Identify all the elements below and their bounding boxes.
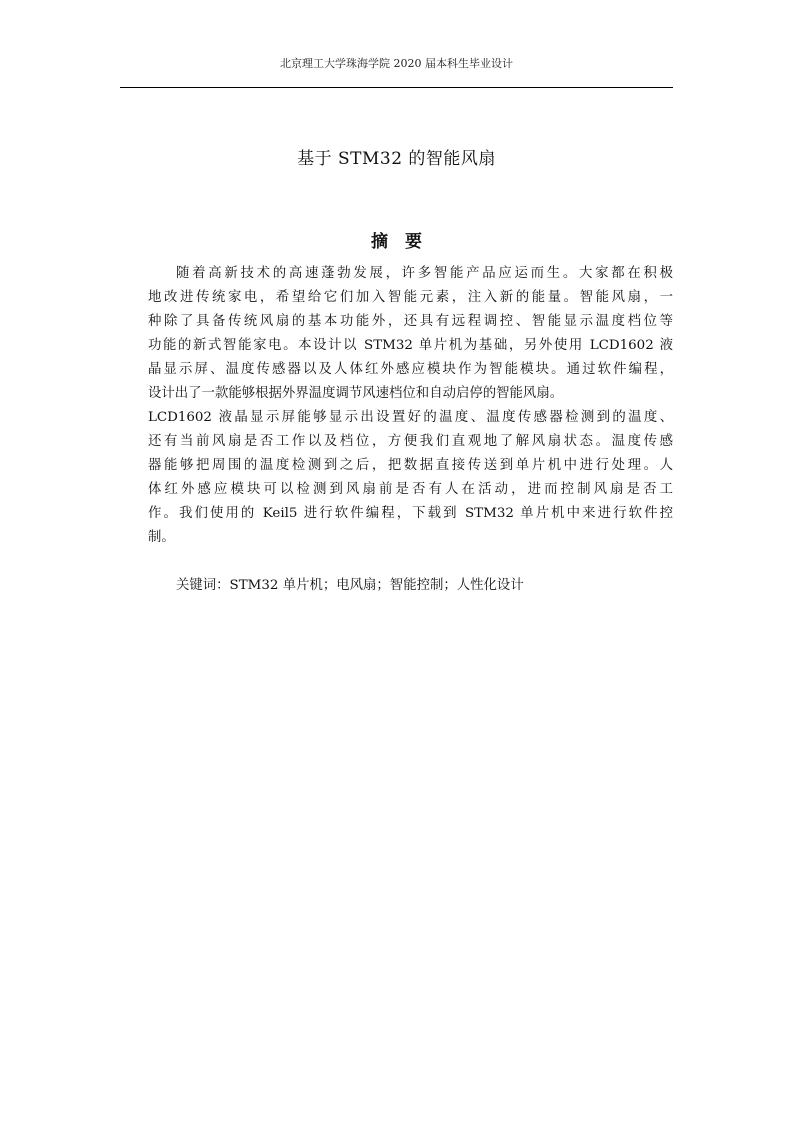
abstract-line: 体红外感应模块可以检测到风扇前是否有人在活动，进而控制风扇是否工: [148, 482, 673, 497]
abstract-line: 设计出了一款能够根据外界温度调节风速档位和自动启停的智能风扇。: [148, 386, 564, 401]
abstract-line: 功能的新式智能家电。本设计以 STM32 单片机为基础，另外使用 LCD1602 液: [148, 338, 673, 353]
abstract-line: 器能够把周围的温度检测到之后，把数据直接传送到单片机中进行处理。人: [148, 458, 673, 473]
document-title: 基于 STM32 的智能风扇: [297, 149, 496, 169]
abstract-line: 种除了具备传统风扇的基本功能外，还具有远程调控、智能显示温度档位等: [148, 314, 673, 329]
abstract-line: 地改进传统家电，希望给它们加入智能元素，注入新的能量。智能风扇，一: [148, 290, 673, 305]
header-rule: [120, 87, 673, 88]
abstract-line: 制。: [148, 530, 175, 545]
abstract-line: LCD1602 液晶显示屏能够显示出设置好的温度、温度传感器检测到的温度、: [148, 410, 673, 425]
abstract-heading: 摘 要: [371, 232, 422, 252]
abstract-line: 作。我们使用的 Keil5 进行软件编程，下载到 STM32 单片机中来进行软件控: [148, 506, 673, 521]
abstract-line: 随着高新技术的高速蓬勃发展，许多智能产品应运而生。大家都在积极: [176, 266, 673, 281]
abstract-body: [148, 262, 673, 550]
keywords-line: 关键词：STM32 单片机；电风扇；智能控制；人性化设计: [176, 578, 524, 593]
running-header: 北京理工大学珠海学院 2020 届本科生毕业设计: [280, 57, 513, 70]
abstract-line: 还有当前风扇是否工作以及档位，方便我们直观地了解风扇状态。温度传感: [148, 434, 673, 449]
abstract-line: 晶显示屏、温度传感器以及人体红外感应模块作为智能模块。通过软件编程，: [148, 362, 673, 377]
